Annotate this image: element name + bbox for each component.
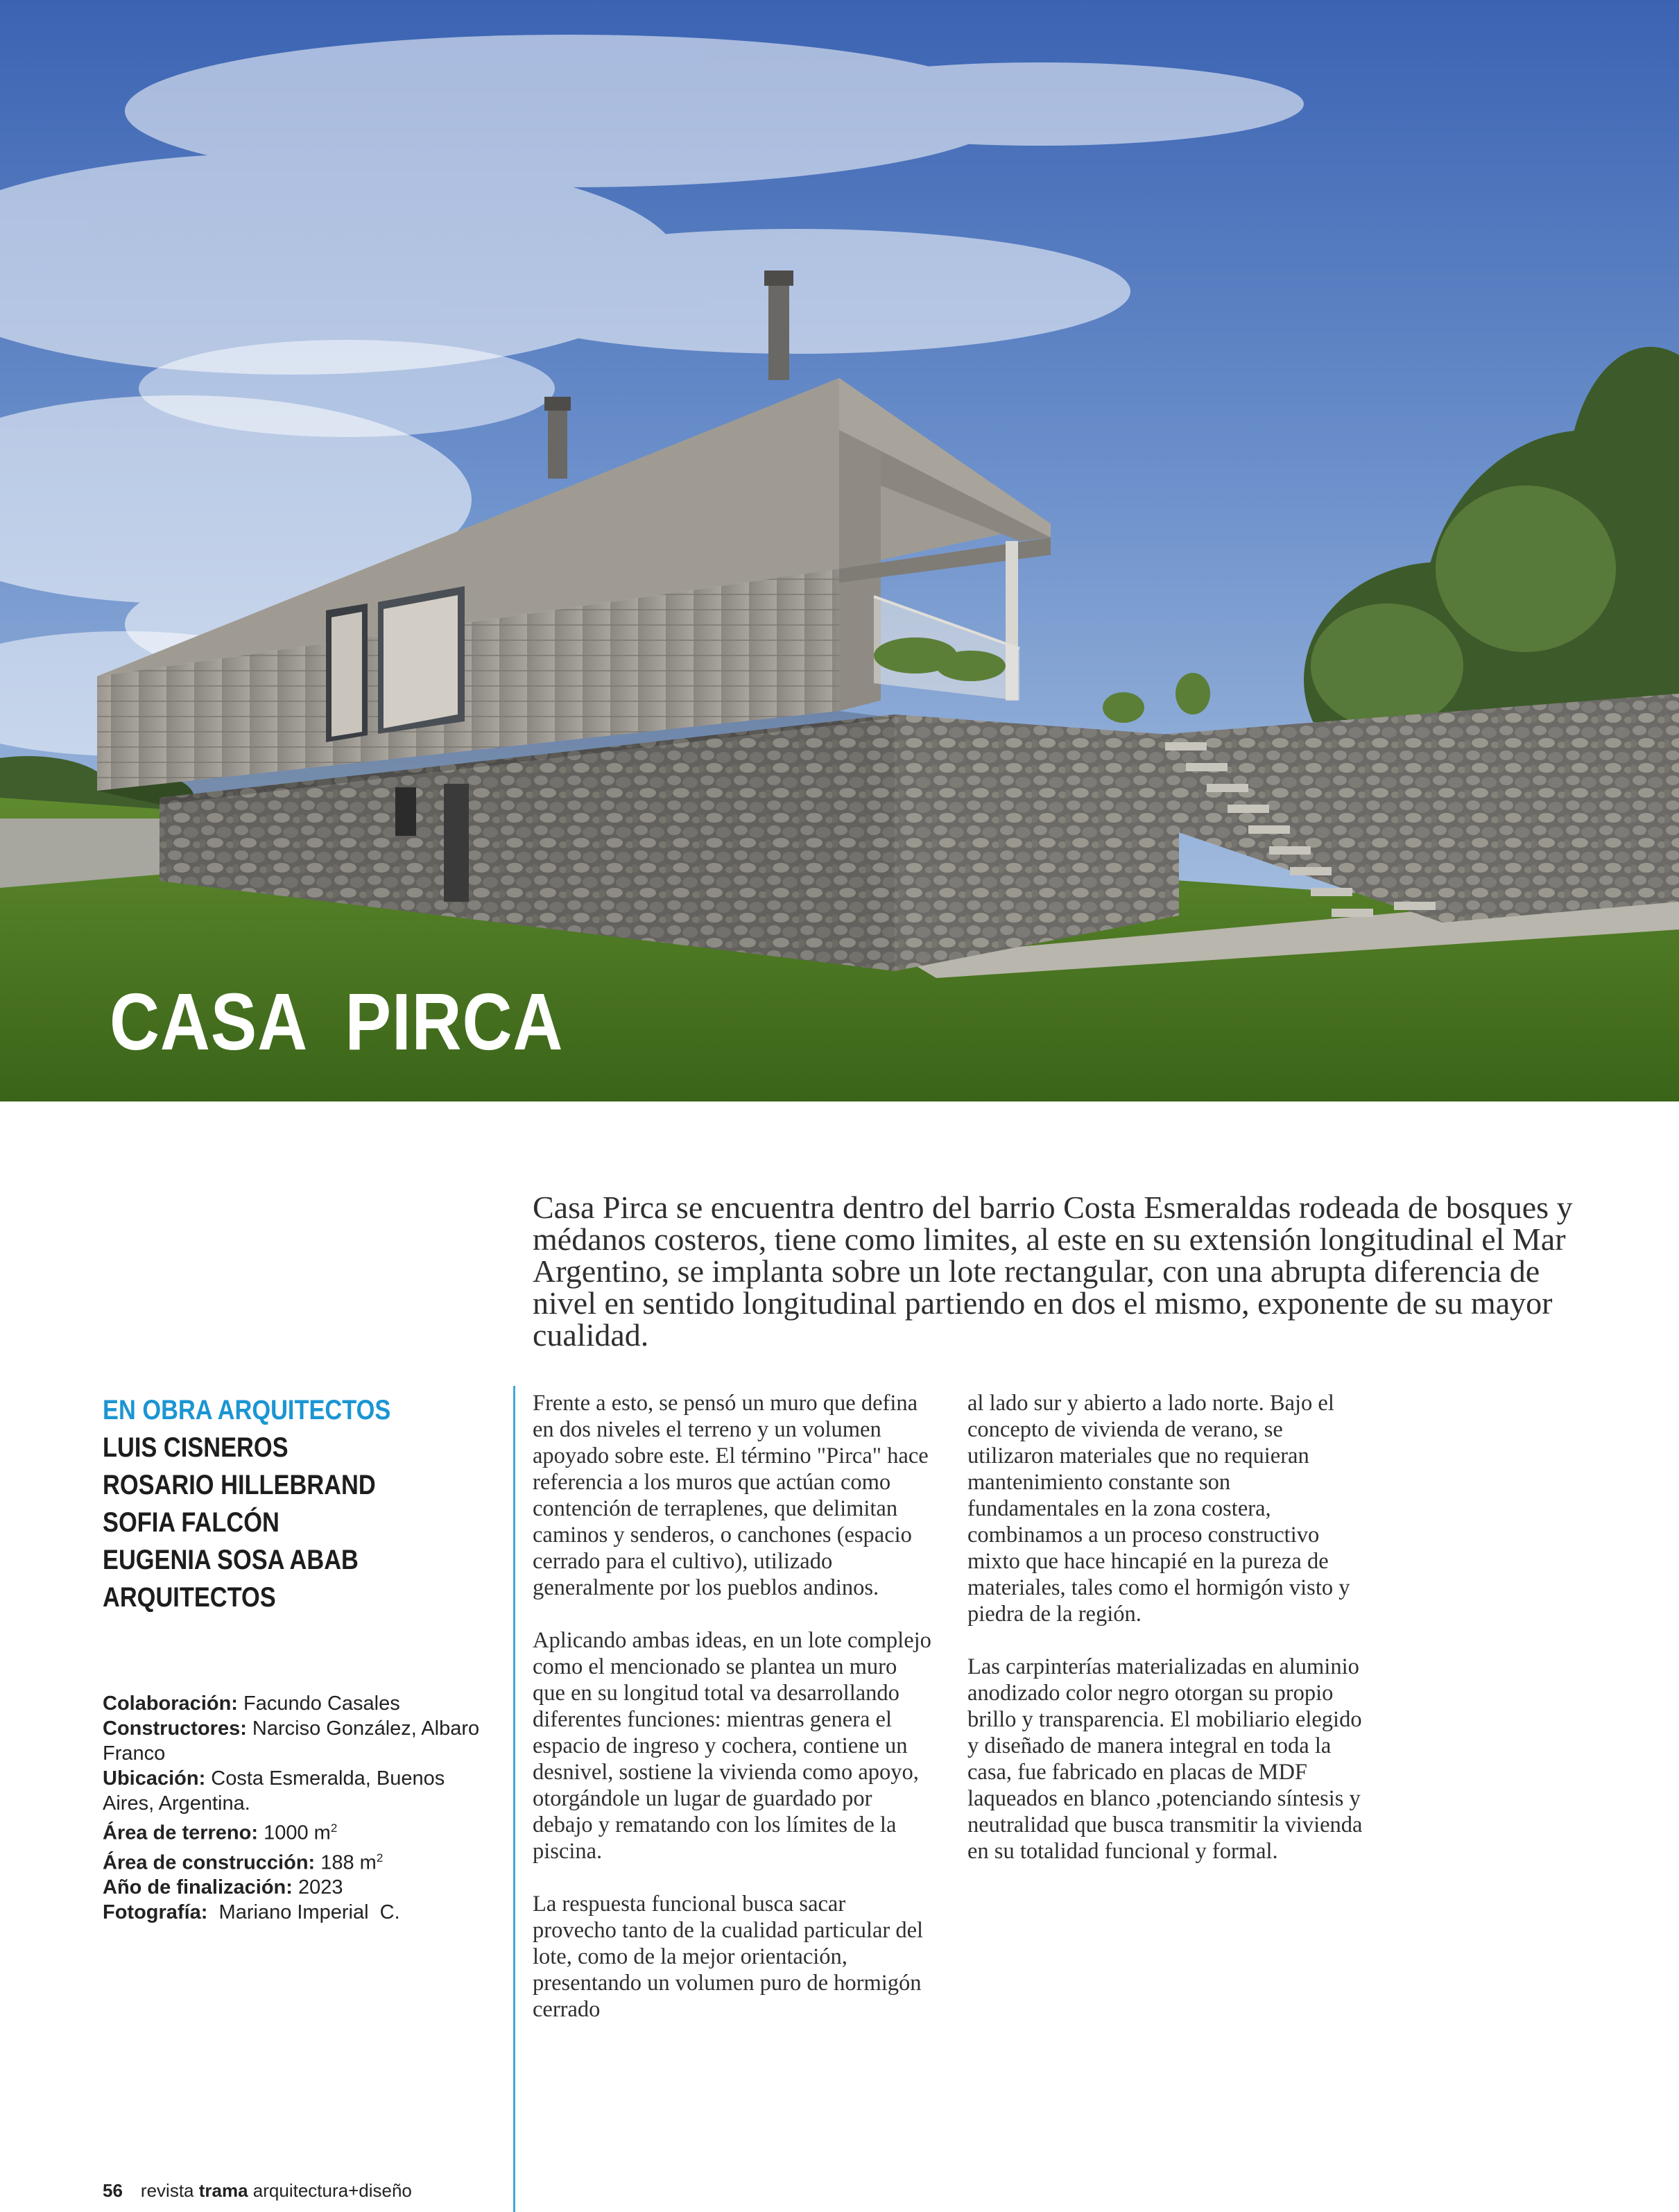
house-photo-illustration xyxy=(0,0,1679,1101)
detail-photography: Fotografía: Mariano Imperial C. xyxy=(103,1901,400,1924)
architect-name: ROSARIO HILLEBRAND xyxy=(103,1470,376,1500)
detail-location: Ubicación: Costa Esmeralda, Buenos Aires, Argentina. xyxy=(103,1767,445,1815)
detail-built-area: Área de construcción: 188 $m^2$ xyxy=(103,1851,384,1874)
page-footer xyxy=(103,2180,412,2202)
body-paragraph: Las carpinterías materializadas en aluminio anodizado color negro otorgan su propio brillo y transparencia. El mobiliario elegido y diseñado de manera integral en toda la casa, fue fabricado en placas de MDF laqueados en blanco ,potenciando síntesis y neutralidad que busca transmitir la vivienda en su totalidad funcional y formal. xyxy=(967,1654,1363,1864)
lead-paragraph: Casa Pirca se encuentra dentro del barrio Costa Esmeraldas rodeada de bosques y médanos costeros, tiene como limites, al este en su extensión longitudinal el Mar Argentino, se implanta sobre un lote rectangular, con una abrupta diferencia de nivel en sentido longitudinal partiendo en dos el mismo, exponente de su mayor cualidad. xyxy=(533,1190,1573,1353)
project-details xyxy=(103,1691,491,1925)
architect-name: LUIS CISNEROS xyxy=(103,1432,289,1463)
architects-list xyxy=(103,1429,491,1616)
firm-name: EN OBRA ARQUITECTOS xyxy=(103,1395,391,1425)
architect-name: SOFIA FALCÓN xyxy=(103,1507,279,1538)
body-paragraph: La respuesta funcional busca sacar provecho tanto de la cualidad particular del lote, como de la mejor orientación, presentando un volumen puro de hormigón cerrado xyxy=(533,1892,924,2022)
page-number: 56 xyxy=(103,2180,123,2201)
footer-suffix: arquitectura+diseño xyxy=(248,2180,412,2201)
column-divider xyxy=(513,1386,515,2212)
body-column-1 xyxy=(533,1390,935,2049)
detail-collaboration: Colaboración: Facundo Casales xyxy=(103,1692,400,1715)
body-column-2 xyxy=(967,1390,1363,1891)
body-paragraph: Aplicando ambas ideas, en un lote complejo como el mencionado se plantea un muro que en su longitud total va desarrollando diferentes funciones: mientras genera el espacio de ingreso y cochera, contiene un desnivel, sostiene la vivienda como apoyo, otorgándole un lugar de guardado por debajo y rematando con los límites de la piscina. xyxy=(533,1628,931,1864)
architect-name: EUGENIA SOSA ABAB xyxy=(103,1545,359,1575)
detail-builders: Constructores: Narciso González, Albaro Franco xyxy=(103,1717,480,1765)
detail-land-area: Área de terreno: 1000 $m^2$ xyxy=(103,1821,338,1844)
credits-column xyxy=(103,1391,491,1925)
hero-photo xyxy=(0,0,1679,1101)
footer-prefix: revista xyxy=(140,2180,199,2201)
body-paragraph: al lado sur y abierto a lado norte. Bajo el concepto de vivienda de verano, se utilizaron materiales que no requieran mantenimiento constante son fundamentales en la zona costera, combinamos a un proceso constructivo mixto que hace hincapié en la pureza de materiales, tales como el hormigón visto y piedra de la región. xyxy=(967,1391,1350,1627)
magazine-brand: trama xyxy=(198,2180,248,2201)
detail-completion-year: Año de finalización: 2023 xyxy=(103,1876,343,1899)
architect-role: ARQUITECTOS xyxy=(103,1582,276,1613)
article-title: CASA PIRCA xyxy=(110,977,564,1067)
body-paragraph: Frente a esto, se pensó un muro que defina en dos niveles el terreno y un volumen apoyado sobre este. El término "Pirca" hace referencia a los muros que actúan como contención de terraplenes, que delimitan caminos y senderos, o canchones (espacio cerrado para el cultivo), utilizado generalmente por los pueblos andinos. xyxy=(533,1391,929,1600)
